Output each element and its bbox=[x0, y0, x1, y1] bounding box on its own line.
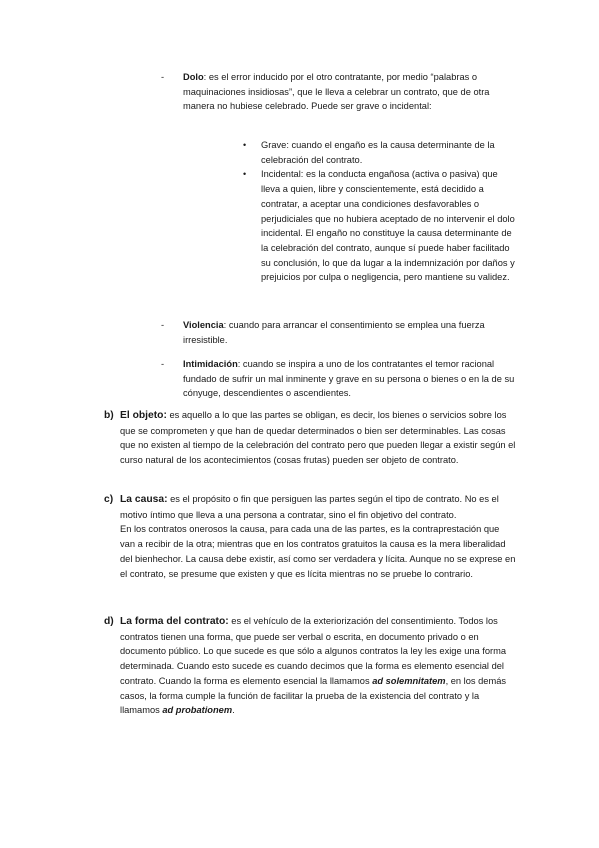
section-letter: c) bbox=[104, 494, 114, 505]
violencia-term: Violencia bbox=[183, 320, 224, 330]
incidental-text: Incidental: es la conducta engañosa (activa o pasiva) que lleva a quien, libre y conscientemente, está decidido a contratar, a aceptar una condiciones desfavorables o perjudiciales que no hubiera aceptado de no intervenir el dolo incidental. El engaño no constituye la causa determinante de la celebración del contrato, aunque sí puede haber facilitado su conclusión, lo que da lugar a la indemnización por daños y prejuicios por culpa o negligencia, pero mantiene su validez. bbox=[261, 169, 515, 283]
objeto-paragraph bbox=[120, 408, 516, 468]
violencia-text: : cuando para arrancar el consentimiento se emplea una fuerza irresistible. bbox=[183, 320, 485, 345]
dash-marker: - bbox=[161, 320, 165, 330]
latin-term-solemnitatem: ad solemnitatem bbox=[372, 675, 446, 686]
list-item bbox=[243, 167, 518, 285]
dash-marker: - bbox=[161, 359, 165, 369]
causa-title: La causa: bbox=[120, 494, 168, 505]
dash-marker: - bbox=[161, 72, 165, 82]
section-causa bbox=[96, 492, 516, 581]
grave-text: Grave: cuando el engaño es la causa determinante de la celebración del contrato. bbox=[261, 140, 495, 165]
forma-text-c: . bbox=[232, 705, 235, 716]
intimidacion-item bbox=[163, 357, 518, 401]
dolo-item bbox=[163, 70, 518, 114]
objeto-title: El objeto: bbox=[120, 410, 167, 421]
section-forma bbox=[96, 614, 516, 718]
causa-paragraph-2: En los contratos onerosos la causa, para cada una de las partes, es la contraprestación que van a recibir de la otra; mientras que en los contratos gratuitos la causa es la mera liberalidad del bienhechor. La causa debe existir, así como ser verdadera y lícita. Aunque no se exprese en el contrato, se presume que existen y que es lícita mientras no se pruebe lo contrario. bbox=[120, 524, 516, 579]
intimidacion-text: : cuando se inspira a uno de los contratantes el temor racional fundado de sufrir un mal inminente y grave en su persona o bienes o en la de su cónyuge, descendientes o ascendientes. bbox=[183, 359, 515, 399]
forma-paragraph bbox=[120, 614, 516, 718]
forma-text-a: es el vehículo de la exteriorización del consentimiento. Todos los contratos tienen una forma, que puede ser verbal o escrita, en documento privado o en documento público. Lo que sucede es que sólo a algunos contratos la ley les exige una forma determinada. Cuando esto sucede es cuando decimos que la forma es elemento esencial del contrato. Cuando la forma es elemento esencial la llamamos bbox=[120, 616, 507, 686]
latin-term-probationem: ad probationem bbox=[162, 705, 233, 716]
objeto-text: es aquello a lo que las partes se obligan, es decir, los bienes o servicios sobre los que se comprometen y que han de quedar determinados o bien ser determinables. Las cosas que no existen al tiempo de la celebración del contrato pero que pueden llegar a existir según el curso natural de los acontecimientos (cosas frutas) pueden ser objeto de contrato. bbox=[120, 410, 516, 466]
causa-paragraph bbox=[120, 492, 516, 522]
section-letter: d) bbox=[104, 616, 114, 627]
bullet-marker: • bbox=[243, 140, 247, 150]
section-objeto bbox=[96, 408, 516, 468]
dolo-text: : es el error inducido por el otro contratante, por medio “palabras o maquinaciones insidiosas”, que le lleva a celebrar un contrato, que de otra manera no hubiese celebrado. Puede ser grave o incidental: bbox=[183, 72, 490, 112]
intimidacion-paragraph bbox=[183, 357, 518, 401]
violencia-item bbox=[163, 318, 518, 347]
dolo-paragraph bbox=[183, 70, 518, 114]
dolo-term: Dolo bbox=[183, 72, 204, 82]
list-item bbox=[243, 138, 518, 167]
bullet-marker: • bbox=[243, 169, 247, 180]
section-letter: b) bbox=[104, 410, 114, 421]
dolo-types-list bbox=[243, 138, 518, 285]
intimidacion-term: Intimidación bbox=[183, 359, 238, 369]
causa-text: es el propósito o fin que persiguen las partes según el tipo de contrato. No es el motivo íntimo que lleva a una persona a contratar, sino el fin objetivo del contrato. bbox=[120, 494, 499, 520]
violencia-paragraph bbox=[183, 318, 518, 347]
forma-text-b: , en los demás casos, la forma cumple la función de facilitar la prueba de la existencia del contrato y la llamamos bbox=[120, 675, 507, 716]
forma-title: La forma del contrato: bbox=[120, 616, 229, 627]
